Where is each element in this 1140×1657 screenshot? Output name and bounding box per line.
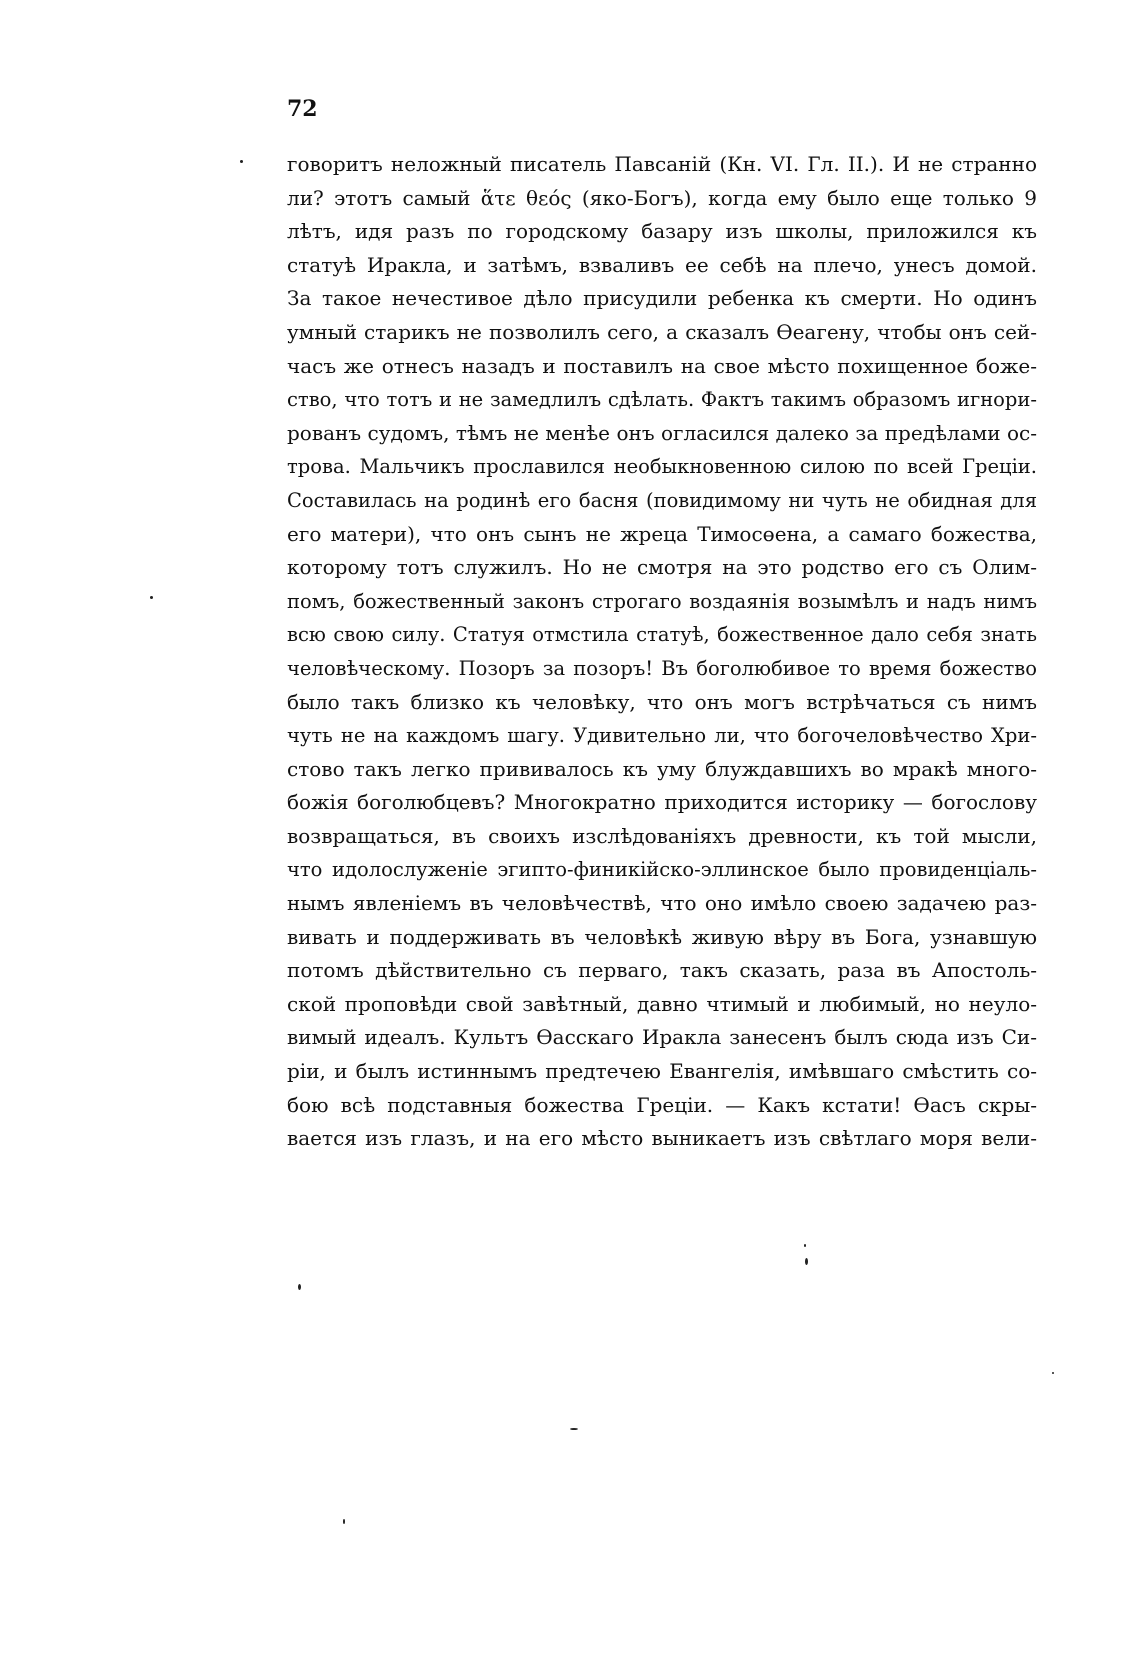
text-line: ской проповѣди свой завѣтный, давно чтимый и любимый, но неуло- [287,991,1037,1016]
text-line: трова. Мальчикъ прославился необыкновенною силою по всей Греціи. [287,455,1037,479]
text-line: вается изъ глазъ, и на его мѣсто выникаетъ изъ свѣтлаго моря вели- [287,1126,1037,1151]
scan-speck [298,1284,301,1290]
text-line: бою всѣ подставныя божества Греціи. — Какъ кстати! Өасъ скры- [287,1092,1037,1117]
text-line: рованъ судомъ, тѣмъ не менѣе онъ огласился далеко за предѣлами ос- [287,420,1037,445]
text-line: помъ, божественный законъ строгаго воздаянія возымѣлъ и надъ нимъ [287,589,1037,613]
scan-speck [343,1519,345,1524]
scan-speck [804,1244,806,1247]
text-line: стово такъ легко прививалось къ уму блуждавшихъ во мракѣ много- [287,756,1037,781]
text-line: Составилась на родинѣ его басня (повидимому ни чуть не обидная для [287,488,1037,512]
text-line: ство, что тотъ и не замедлилъ сдѣлать. Фактъ такимъ образомъ игнори- [287,388,1037,412]
scan-speck [150,596,153,599]
text-line: чуть не на каждомъ шагу. Удивительно ли, что богочеловѣчество Хри- [287,724,1037,748]
text-line: человѣческому. Позоръ за позоръ! Въ боголюбивое то время божество [287,656,1037,680]
text-line: всю свою силу. Статуя отмстила статуѣ, божественное дало себя знать [287,623,1037,647]
text-line: вимый идеалъ. Культъ Өасскаго Иракла занесенъ былъ сюда изъ Си- [287,1025,1037,1050]
text-line: его матери), что онъ сынъ не жреца Тимосөена, а самаго божества, [287,521,1037,546]
text-line: возвращаться, въ своихъ изслѣдованіяхъ древности, къ той мысли, [287,823,1037,848]
text-line: ріи, и былъ истиннымъ предтечею Евангелія, имѣвшаго смѣстить со- [287,1059,1037,1084]
text-line: что идолослуженіе эгипто-финикійско-эллинское было провиденціаль- [287,858,1037,882]
body-text [287,148,1037,1156]
scan-speck [1052,1372,1054,1374]
text-line: лѣтъ, идя разъ по городскому базару изъ школы, приложился къ [287,219,1037,244]
text-line: которому тотъ служилъ. Но не смотря на это родство его съ Олим- [287,555,1037,580]
text-line: вивать и поддерживать въ человѣкѣ живую вѣру въ Бога, узнавшую [287,924,1037,949]
scan-speck [805,1258,808,1265]
text-line: часъ же отнесъ назадъ и поставилъ на свое мѣсто похищенное боже- [287,353,1037,378]
text-line: умный старикъ не позволилъ сего, а сказалъ Өеагену, чтобы онъ сей- [287,319,1037,344]
text-line: ли? этотъ самый ἅτε θεός (яко-Богъ), когда ему было еще только 9 [287,185,1037,210]
text-line: говоритъ неложный писатель Павсаній (Кн. VI. Гл. II.). И не странно [287,152,1037,176]
text-line: За такое нечестивое дѣло присудили ребенка къ смерти. Но одинъ [287,286,1037,311]
text-line: божія боголюбцевъ? Многократно приходится историку — богослову [287,790,1037,815]
text-line: потомъ дѣйствительно съ перваго, такъ сказать, раза въ Апостоль- [287,958,1037,983]
text-line: нымъ явленіемъ въ человѣчествѣ, что оно имѣло своею задачею раз- [287,891,1037,916]
text-line: было такъ близко къ человѣку, что онъ могъ встрѣчаться съ нимъ [287,689,1037,714]
scan-speck [240,160,243,163]
page-number: 72 [287,96,318,122]
text-line: статуѣ Иракла, и затѣмъ, взваливъ ее себѣ на плечо, унесъ домой. [287,252,1037,277]
scan-speck [570,1428,578,1430]
